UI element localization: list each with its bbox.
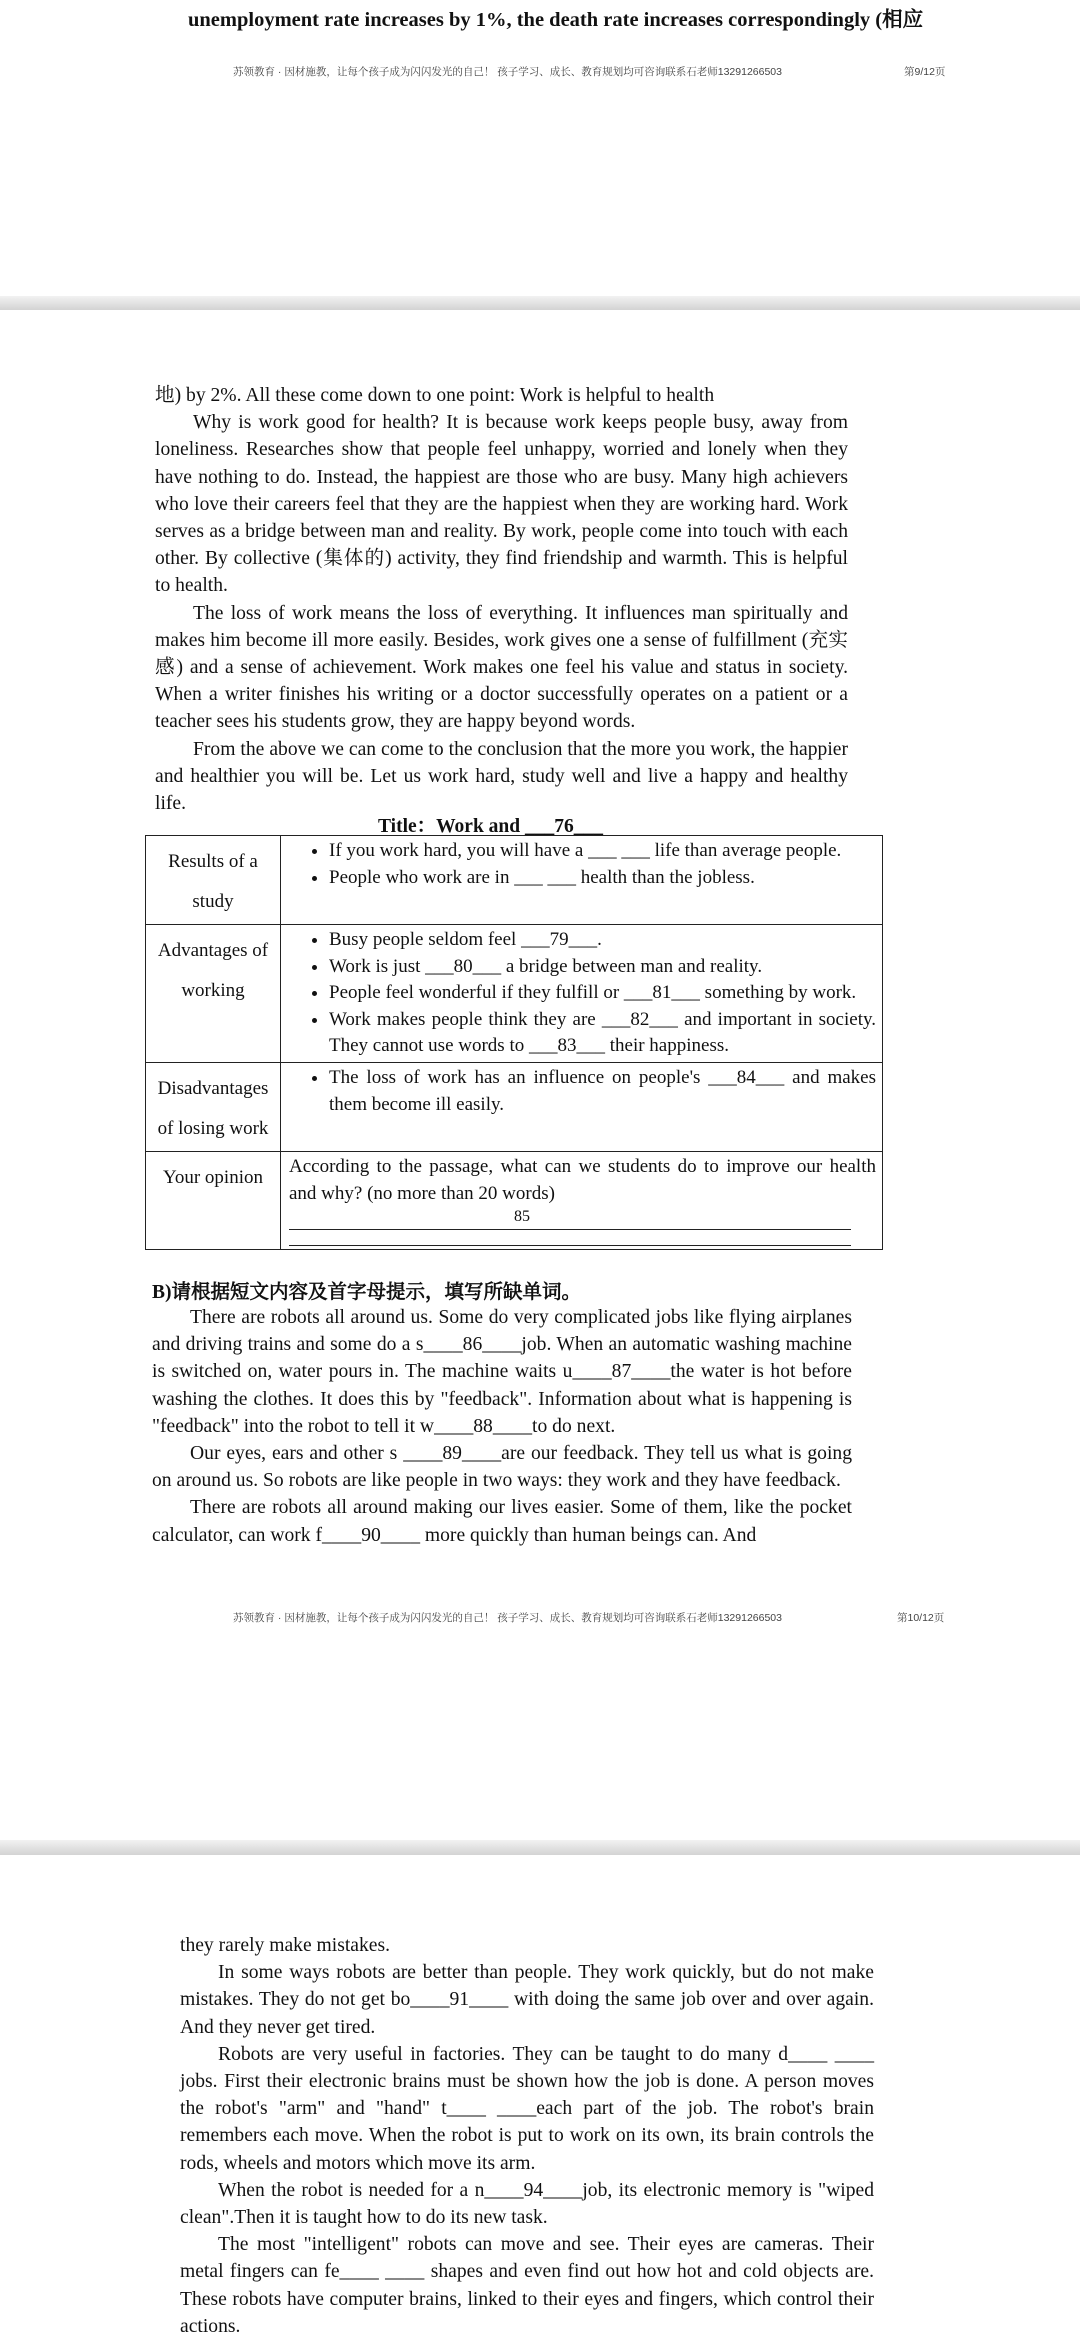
opinion-question: According to the passage, what can we students do to improve our health and why? (no more than 20 words): [289, 1155, 876, 1204]
table-row: [146, 836, 883, 925]
row-label-line: Results of a: [168, 851, 258, 872]
page9-last-line: unemployment rate increases by 1%, the death rate increases correspondingly (相应: [188, 9, 924, 31]
row-label-line: study: [192, 891, 234, 912]
blank-number: 85: [514, 1208, 530, 1226]
page9-footer: 苏领教育 · 因材施教，让每个孩子成为闪闪发光的自己！ 孩子学习、成长、教育规划均可咨询联系石老师13291266503: [233, 66, 782, 78]
list-item: • Busy people seldom feel ___79___.: [329, 927, 876, 954]
list-item: • Work makes people think they are ___82___ and important in society. They cannot use words to ___83___ their happiness.: [329, 1007, 876, 1060]
row-content: [281, 836, 883, 925]
paragraph: From the above we can come to the conclusion that the more you work, the happier and healthier you will be. Let us work hard, study well and live a happy and healthy life.: [155, 738, 848, 815]
row-label-line: working: [181, 980, 245, 1001]
paragraph: they rarely make mistakes.: [180, 1935, 391, 1956]
page10-number: 第10/12页: [897, 1612, 945, 1624]
row-label: [146, 836, 281, 925]
section-b-heading: B)请根据短文内容及首字母提示，填写所缺单词。: [152, 1282, 582, 1303]
table-row: [146, 1151, 883, 1249]
paragraph: The loss of work means the loss of everything. It influences man spiritually and makes him become ill more easily. Besides, work gives one a sense of fulfillment (充实感) and a sense of achievement. Work makes one feel his value and status in society. When a writer finishes his writing or a doctor successfully operates on a patient or a teacher sees his students grow, they are happy beyond words.: [155, 602, 848, 733]
page-9: [0, 0, 1080, 296]
row-label: [146, 925, 281, 1063]
reading-passage-a: [155, 382, 848, 817]
list-item: • Work is just ___80___ a bridge between man and reality.: [329, 954, 876, 981]
row-label: Your opinion: [146, 1151, 281, 1249]
summary-table: [145, 835, 883, 1250]
table-title: Title：Work and ___76___: [378, 816, 604, 837]
row-content: [281, 1151, 883, 1249]
page9-number: 第9/12页: [904, 66, 946, 78]
list-item: • If you work hard, you will have a ___ ___ life than average people.: [329, 838, 876, 865]
paragraph: There are robots all around making our lives easier. Some of them, like the pocket calculator, can work f____90____ more quickly than human beings can. And: [152, 1497, 852, 1546]
paragraph: 地) by 2%. All these come down to one point: Work is helpful to health: [155, 385, 715, 406]
page-10: [0, 310, 1080, 1840]
answer-area: [289, 1207, 876, 1247]
list-item: • People who work are in ___ ___ health than the jobless.: [329, 865, 876, 892]
row-label-line: Disadvantages: [157, 1077, 269, 1099]
paragraph: When the robot is needed for a n____94____job, its electronic memory is "wiped clean".Then it is taught how to do its new task.: [180, 2179, 874, 2229]
table-row: [146, 925, 883, 1063]
reading-passage-b: [152, 1304, 852, 1549]
page-separator: [0, 1840, 1080, 1855]
row-content: [281, 925, 883, 1063]
row-content: [281, 1062, 883, 1151]
paragraph: Our eyes, ears and other s ____89____are our feedback. They tell us what is going on around us. So robots are like people in two ways: they work and they have feedback.: [152, 1443, 852, 1492]
row-label: [146, 1062, 281, 1151]
paragraph: In some ways robots are better than people. They work quickly, but do not make mistakes. They do not get bo____91____ with doing the same job over and over again. And they never get tired.: [180, 1962, 874, 2038]
list-item: • The loss of work has an influence on people's ___84___ and makes them become ill easily.: [329, 1065, 876, 1118]
paragraph: Robots are very useful in factories. They can be taught to do many d____ ____ jobs. First their electronic brains must be shown how the job is done. A person moves the robot's "arm" and "hand" t____ ____each part of the job. The robot's brain remembers each move. When the robot is put to work on its own, its brain controls the rods, wheels and motors which move its arm.: [180, 2043, 874, 2174]
page-separator: [0, 296, 1080, 310]
table-row: [146, 1062, 883, 1151]
list-item: • People feel wonderful if they fulfill or ___81___ something by work.: [329, 980, 876, 1007]
row-label-line: of losing work: [157, 1117, 269, 1139]
paragraph: The most "intelligent" robots can move and see. Their eyes are cameras. Their metal fingers can fe____ ____ shapes and even find out how hot and cold objects are. These robots have computer brains, linked to their eyes and fingers, which control their actions.: [180, 2234, 874, 2337]
paragraph: There are robots all around us. Some do very complicated jobs like flying airplanes and driving trains and some do a s____86____job. When an automatic washing machine is switched on, water pours in. The machine waits u____87____the water is hot before washing the clothes. It does this by "feedback". Information about what is happening is "feedback" into the robot to tell it w____88____to do next.: [152, 1307, 852, 1437]
page-11: [0, 1855, 1080, 2337]
reading-passage-b-continued: [180, 1932, 874, 2337]
answer-line: [289, 1245, 851, 1246]
paragraph: Why is work good for health? It is because work keeps people busy, away from loneliness. Researches show that people feel unhappy, worried and lonely when they have nothing to do. Instead, the happiest are those who are busy. Many high achievers who love their careers feel that they are the happiest when they are working hard. Work serves as a bridge between man and reality. By work, people come into touch with each other. By collective (集体的) activity, they find friendship and warmth. This is helpful to health.: [155, 412, 848, 597]
answer-line: [289, 1229, 851, 1230]
page10-footer: 苏领教育 · 因材施教，让每个孩子成为闪闪发光的自己！ 孩子学习、成长、教育规划均可咨询联系石老师13291266503: [233, 1612, 782, 1624]
row-label-line: Advantages of: [157, 940, 269, 961]
